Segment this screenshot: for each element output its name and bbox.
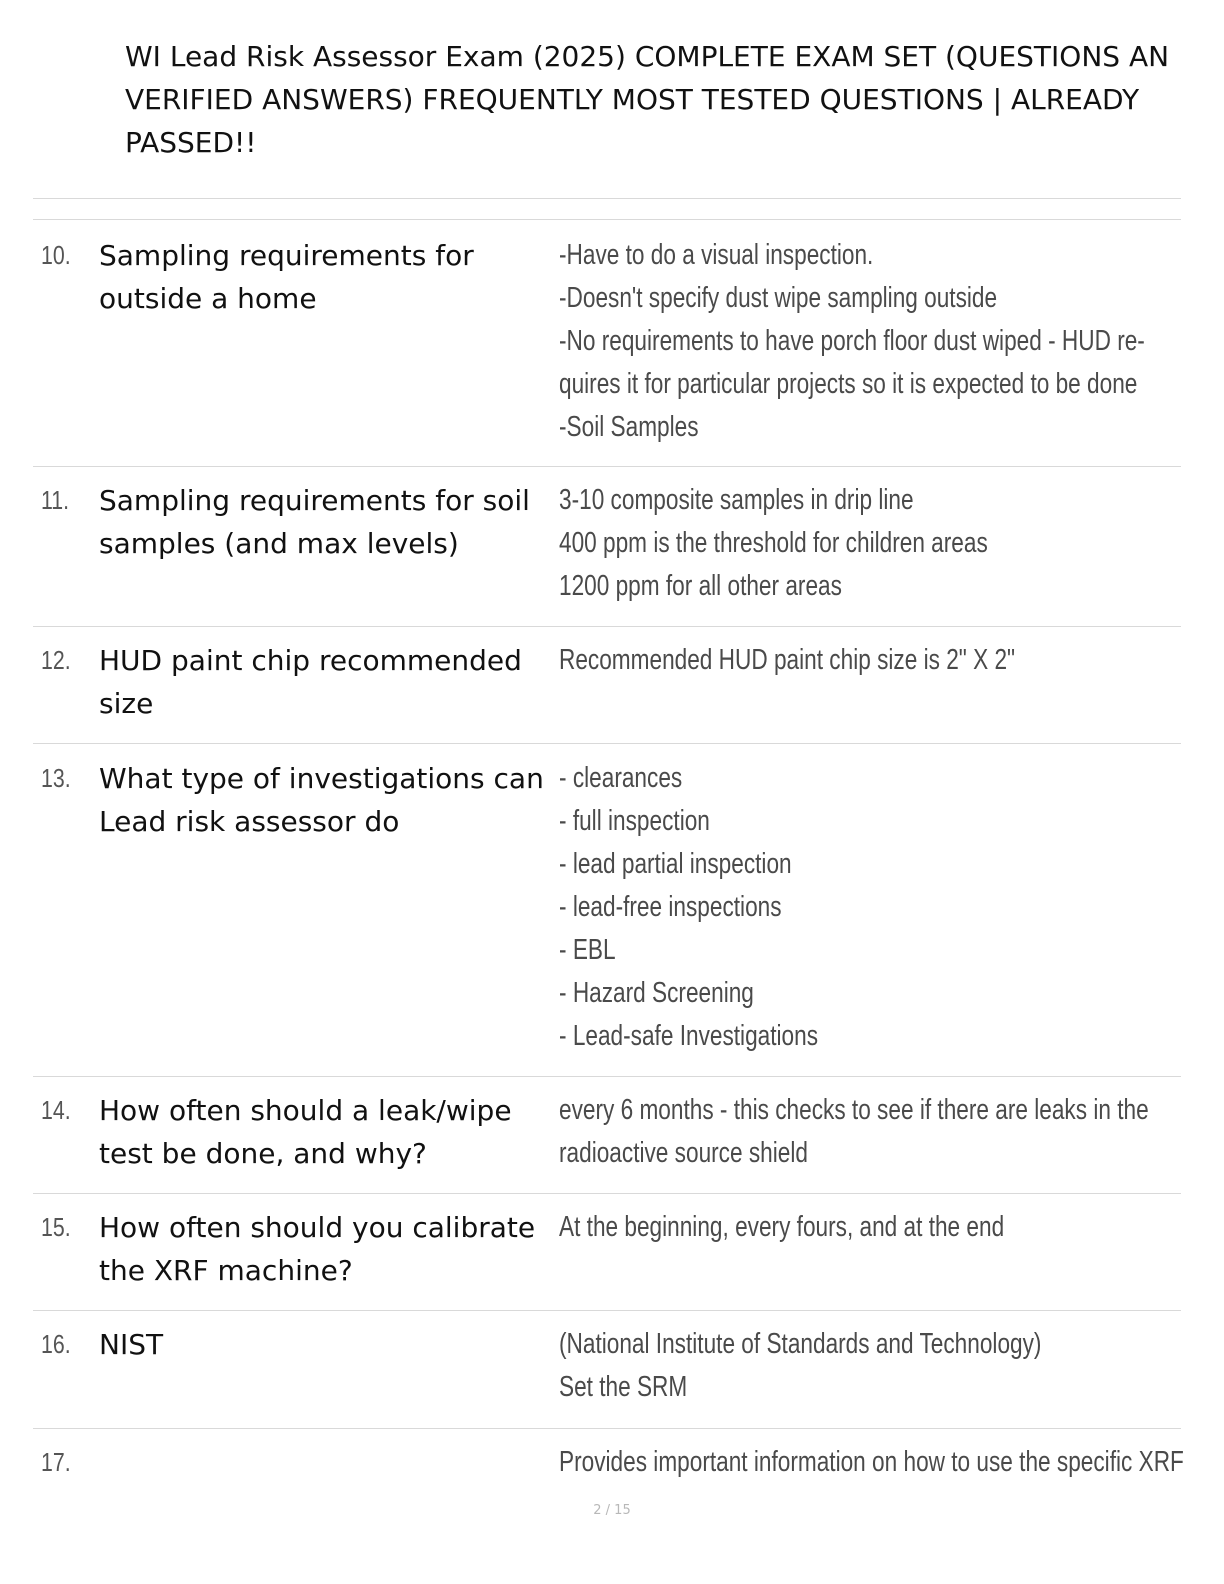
question-text: What type of investigations can Lead risk assessor do xyxy=(99,762,544,838)
answer-line: At the beginning, every fours, and at the end xyxy=(559,1211,1005,1243)
answer-line: -Have to do a visual inspection. xyxy=(559,239,874,271)
row-divider xyxy=(33,743,1181,744)
answer-line: quires it for particular projects so it is expected to be done xyxy=(559,368,1138,400)
row-divider xyxy=(33,466,1181,467)
answer-line: -No requirements to have porch floor dust wiped - HUD re- xyxy=(559,325,1145,357)
answer-line: radioactive source shield xyxy=(559,1137,808,1169)
row-divider xyxy=(33,1193,1181,1194)
answer-line: - EBL xyxy=(559,934,616,966)
answer-text xyxy=(559,234,1152,449)
answer-line: 1200 ppm for all other areas xyxy=(559,570,842,602)
answer-line: Recommended HUD paint chip size is 2" X 2" xyxy=(559,644,1016,676)
answer-text xyxy=(559,479,1152,608)
table-top-divider xyxy=(33,219,1181,220)
row-divider xyxy=(33,1428,1181,1429)
answer-text xyxy=(559,757,1152,1058)
document-title: WI Lead Risk Assessor Exam (2025) COMPLETE EXAM SET (QUESTIONS AN VERIFIED ANSWERS) FREQUENTLY MOST TESTED QUESTIONS | ALREADY PASSED!! xyxy=(125,40,1170,159)
answer-line: (National Institute of Standards and Technology) xyxy=(559,1328,1042,1360)
row-divider xyxy=(33,626,1181,627)
question-text: How often should you calibrate the XRF machine? xyxy=(99,1211,536,1287)
answer-text xyxy=(559,1323,1152,1409)
answer-line: every 6 months - this checks to see if there are leaks in the xyxy=(559,1094,1149,1126)
answer-text xyxy=(559,1206,1152,1249)
answer-line: 400 ppm is the threshold for children areas xyxy=(559,527,988,559)
row-divider xyxy=(33,1076,1181,1077)
page-number: 2 / 15 xyxy=(593,1503,631,1518)
question-text: How often should a leak/wipe test be done, and why? xyxy=(99,1094,512,1170)
answer-line: Set the SRM xyxy=(559,1371,688,1403)
question-number: 12. xyxy=(41,645,71,675)
question-number: 10. xyxy=(41,240,71,270)
answer-line: -Doesn't specify dust wipe sampling outside xyxy=(559,282,998,314)
row-divider xyxy=(33,1310,1181,1311)
answer-line: - full inspection xyxy=(559,805,710,837)
answer-text xyxy=(559,639,1152,682)
answer-line: Provides important information on how to use the specific XRF xyxy=(559,1446,1184,1478)
question-number: 15. xyxy=(41,1212,71,1242)
question-number: 17. xyxy=(41,1447,71,1477)
question-text: Sampling requirements for outside a home xyxy=(99,239,474,315)
question-text: HUD paint chip recommended size xyxy=(99,644,522,720)
answer-text xyxy=(559,1441,1184,1484)
question-number: 16. xyxy=(41,1329,71,1359)
answer-text xyxy=(559,1089,1152,1175)
answer-line: - lead partial inspection xyxy=(559,848,792,880)
answer-line: - Hazard Screening xyxy=(559,977,754,1009)
question-number: 13. xyxy=(41,763,71,793)
question-text: NIST xyxy=(99,1328,164,1361)
answer-line: - lead-free inspections xyxy=(559,891,782,923)
answer-line: 3-10 composite samples in drip line xyxy=(559,484,914,516)
answer-line: - Lead-safe Investigations xyxy=(559,1020,819,1052)
question-number: 11. xyxy=(41,485,70,515)
question-text: Sampling requirements for soil samples (and max levels) xyxy=(99,484,530,560)
answer-line: - clearances xyxy=(559,762,683,794)
question-number: 14. xyxy=(41,1095,71,1125)
answer-line: -Soil Samples xyxy=(559,411,699,443)
header-divider xyxy=(33,198,1181,199)
